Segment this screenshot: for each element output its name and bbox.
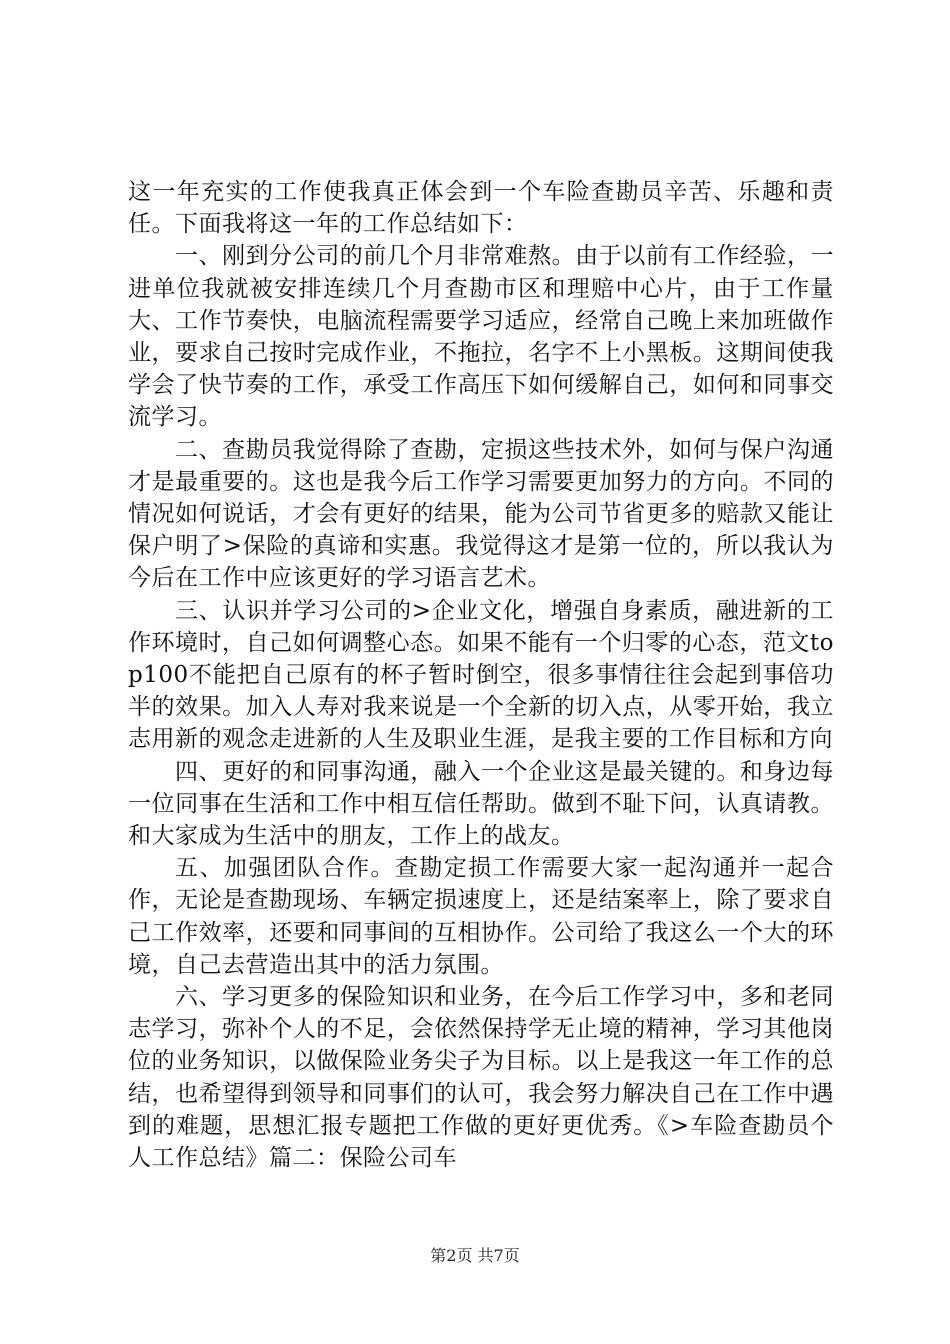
page-number-footer: 第2页 共7页 <box>430 1246 520 1265</box>
paragraph-point-4: 四、更好的和同事沟通，融入一个企业这是最关键的。和身边每一位同事在生活和工作中相互信任帮助。做到不耻下问，认真请教。和大家成为生活中的朋友，工作上的战友。 <box>128 758 834 850</box>
paragraph-point-5: 五、加强团队合作。查勘定损工作需要大家一起沟通并一起合作，无论是查勘现场、车辆定损速度上，还是结案率上，除了要求自己工作效率，还要和同事间的互相协作。公司给了我这么一个大的环境，自己去营造出其中的活力氛围。 <box>128 855 834 978</box>
document-body <box>128 176 834 1174</box>
paragraph-point-1: 一、刚到分公司的前几个月非常难熬。由于以前有工作经验，一进单位我就被安排连续几个月查勘市区和理赔中心片，由于工作量大、工作节奏快，电脑流程需要学习适应，经常自己晚上来加班做作业，要求自己按时完成作业，不拖拉，名字不上小黑板。这期间使我学会了快节奏的工作，承受工作高压下如何缓解自己，如何和同事交流学习。 <box>128 243 834 431</box>
paragraph-point-2: 二、查勘员我觉得除了查勘，定损这些技术外，如何与保户沟通才是最重要的。这也是我今后工作学习需要更加努力的方向。不同的情况如何说话，才会有更好的结果，能为公司节省更多的赔款又能让保户明了>保险的真谛和实惠。我觉得这才是第一位的，所以我认为今后在工作中应该更好的学习语言艺术。 <box>128 436 834 592</box>
paragraph-point-6: 六、学习更多的保险知识和业务，在今后工作学习中，多和老同志学习，弥补个人的不足，会依然保持学无止境的精神，学习其他岗位的业务知识，以做保险业务尖子为目标。以上是我这一年工作的总结，也希望得到领导和同事们的认可，我会努力解决自己在工作中遇到的难题，思想汇报专题把工作做的更好更优秀。《>车险查勘员个人工作总结》篇二：保险公司车 <box>128 984 834 1172</box>
paragraph-intro: 这一年充实的工作使我真正体会到一个车险查勘员辛苦、乐趣和责任。下面我将这一年的工作总结如下： <box>128 179 834 238</box>
paragraph-point-3: 三、认识并学习公司的>企业文化，增强自身素质，融进新的工作环境时，自己如何调整心态。如果不能有一个归零的心态，范文top100不能把自己原有的杯子暂时倒空，很多事情往往会起到事倍功半的效果。加入人寿对我来说是一个全新的切入点，从零开始，我立志用新的观念走进新的人生及职业生涯，是我主要的工作目标和方向 <box>128 597 834 753</box>
